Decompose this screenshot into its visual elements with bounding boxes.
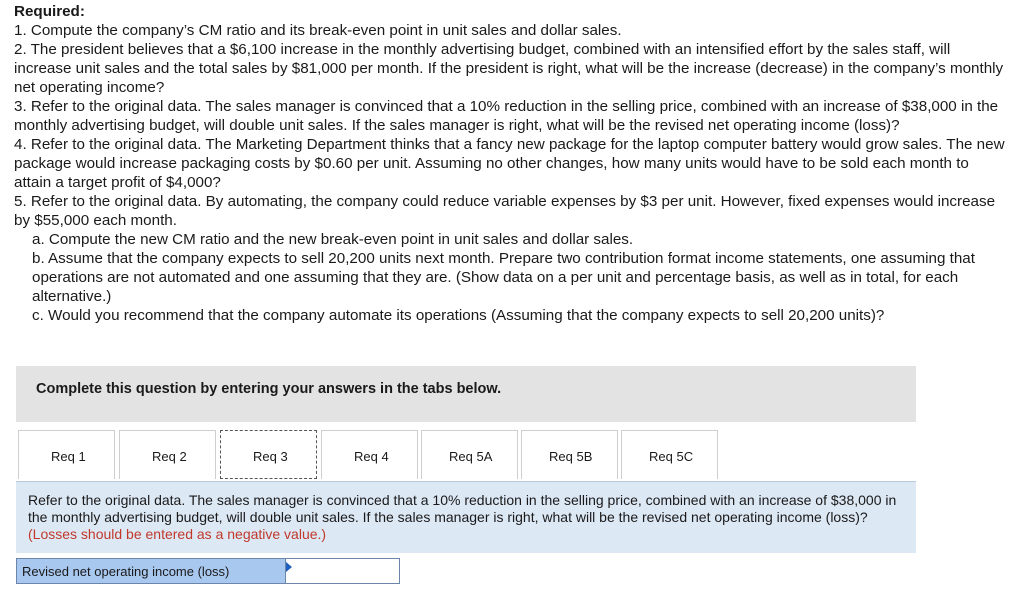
instructions-banner — [16, 366, 916, 422]
requirements-title: Required: — [14, 3, 85, 20]
tab-label: Req 5B — [549, 449, 593, 464]
tab-req-2[interactable] — [119, 430, 216, 479]
requirement-5: 5. Refer to the original data. By automating, the company could reduce variable expenses by $3 per unit. However, fixed expenses would increase by $55,000 each month. — [14, 193, 996, 229]
tab-label: Req 4 — [354, 449, 389, 464]
tab-req-5b[interactable] — [521, 430, 618, 479]
answer-label-text: Revised net operating income (loss) — [22, 564, 230, 579]
tab-label: Req 3 — [253, 449, 288, 464]
tab-req-5c[interactable] — [621, 430, 718, 479]
requirement-5c: c. Would you recommend that the company automate its operations (Assuming that the company expects to sell 20,200 units)? — [32, 307, 885, 324]
tab-label: Req 5A — [449, 449, 493, 464]
requirement-5b: b. Assume that the company expects to sell 20,200 units next month. Prepare two contribution format income statements, one assuming that operations are not automated and one assuming that they are. (Show data on a per unit and percentage basis, as well as in total, for each alternative.) — [32, 250, 975, 305]
tab-req-3[interactable] — [220, 430, 317, 479]
revised-net-operating-income-input[interactable] — [286, 558, 400, 584]
requirement-5a: a. Compute the new CM ratio and the new break-even point in unit sales and dollar sales. — [32, 231, 634, 248]
question-panel — [16, 481, 916, 553]
answer-label — [16, 558, 286, 584]
tab-req-5a[interactable] — [421, 430, 518, 479]
tab-req-4[interactable] — [321, 430, 418, 479]
tab-label: Req 5C — [649, 449, 694, 464]
tab-label: Req 2 — [152, 449, 187, 464]
requirement-4: 4. Refer to the original data. The Marketing Department thinks that a fancy new package for the laptop computer battery would grow sales. The new package would increase packaging costs by $0.60 per unit. Assuming no other changes, how many units would have to be sold each month to attain a target profit of $4,000? — [14, 136, 1005, 191]
loss-note: (Losses should be entered as a negative value.) — [28, 526, 327, 542]
requirements-section — [14, 2, 1009, 325]
requirement-3: 3. Refer to the original data. The sales manager is convinced that a 10% reduction in the selling price, combined with an increase of $38,000 in the monthly advertising budget, will double unit sales. If the sales manager is right, what will be the revised net operating income (loss)? — [14, 98, 999, 134]
question-text: Refer to the original data. The sales manager is convinced that a 10% reduction in the selling price, combined with an increase of $38,000 in the monthly advertising budget, will double unit sales. If the sales manager is right, what will be the revised net operating income (loss)? — [28, 492, 897, 525]
requirement-2: 2. The president believes that a $6,100 increase in the monthly advertising budget, combined with an intensified effort by the sales staff, will increase unit sales and the total sales by $81,000 per month. If the president is right, what will be the increase (decrease) in the company’s monthly net operating income? — [14, 41, 1004, 96]
requirement-1: 1. Compute the company’s CM ratio and its break-even point in unit sales and dollar sales. — [14, 22, 622, 39]
instructions-text: Complete this question by entering your answers in the tabs below. — [36, 381, 502, 397]
tab-req-1[interactable] — [18, 430, 115, 479]
tab-label: Req 1 — [51, 449, 86, 464]
input-marker-icon — [286, 562, 292, 572]
